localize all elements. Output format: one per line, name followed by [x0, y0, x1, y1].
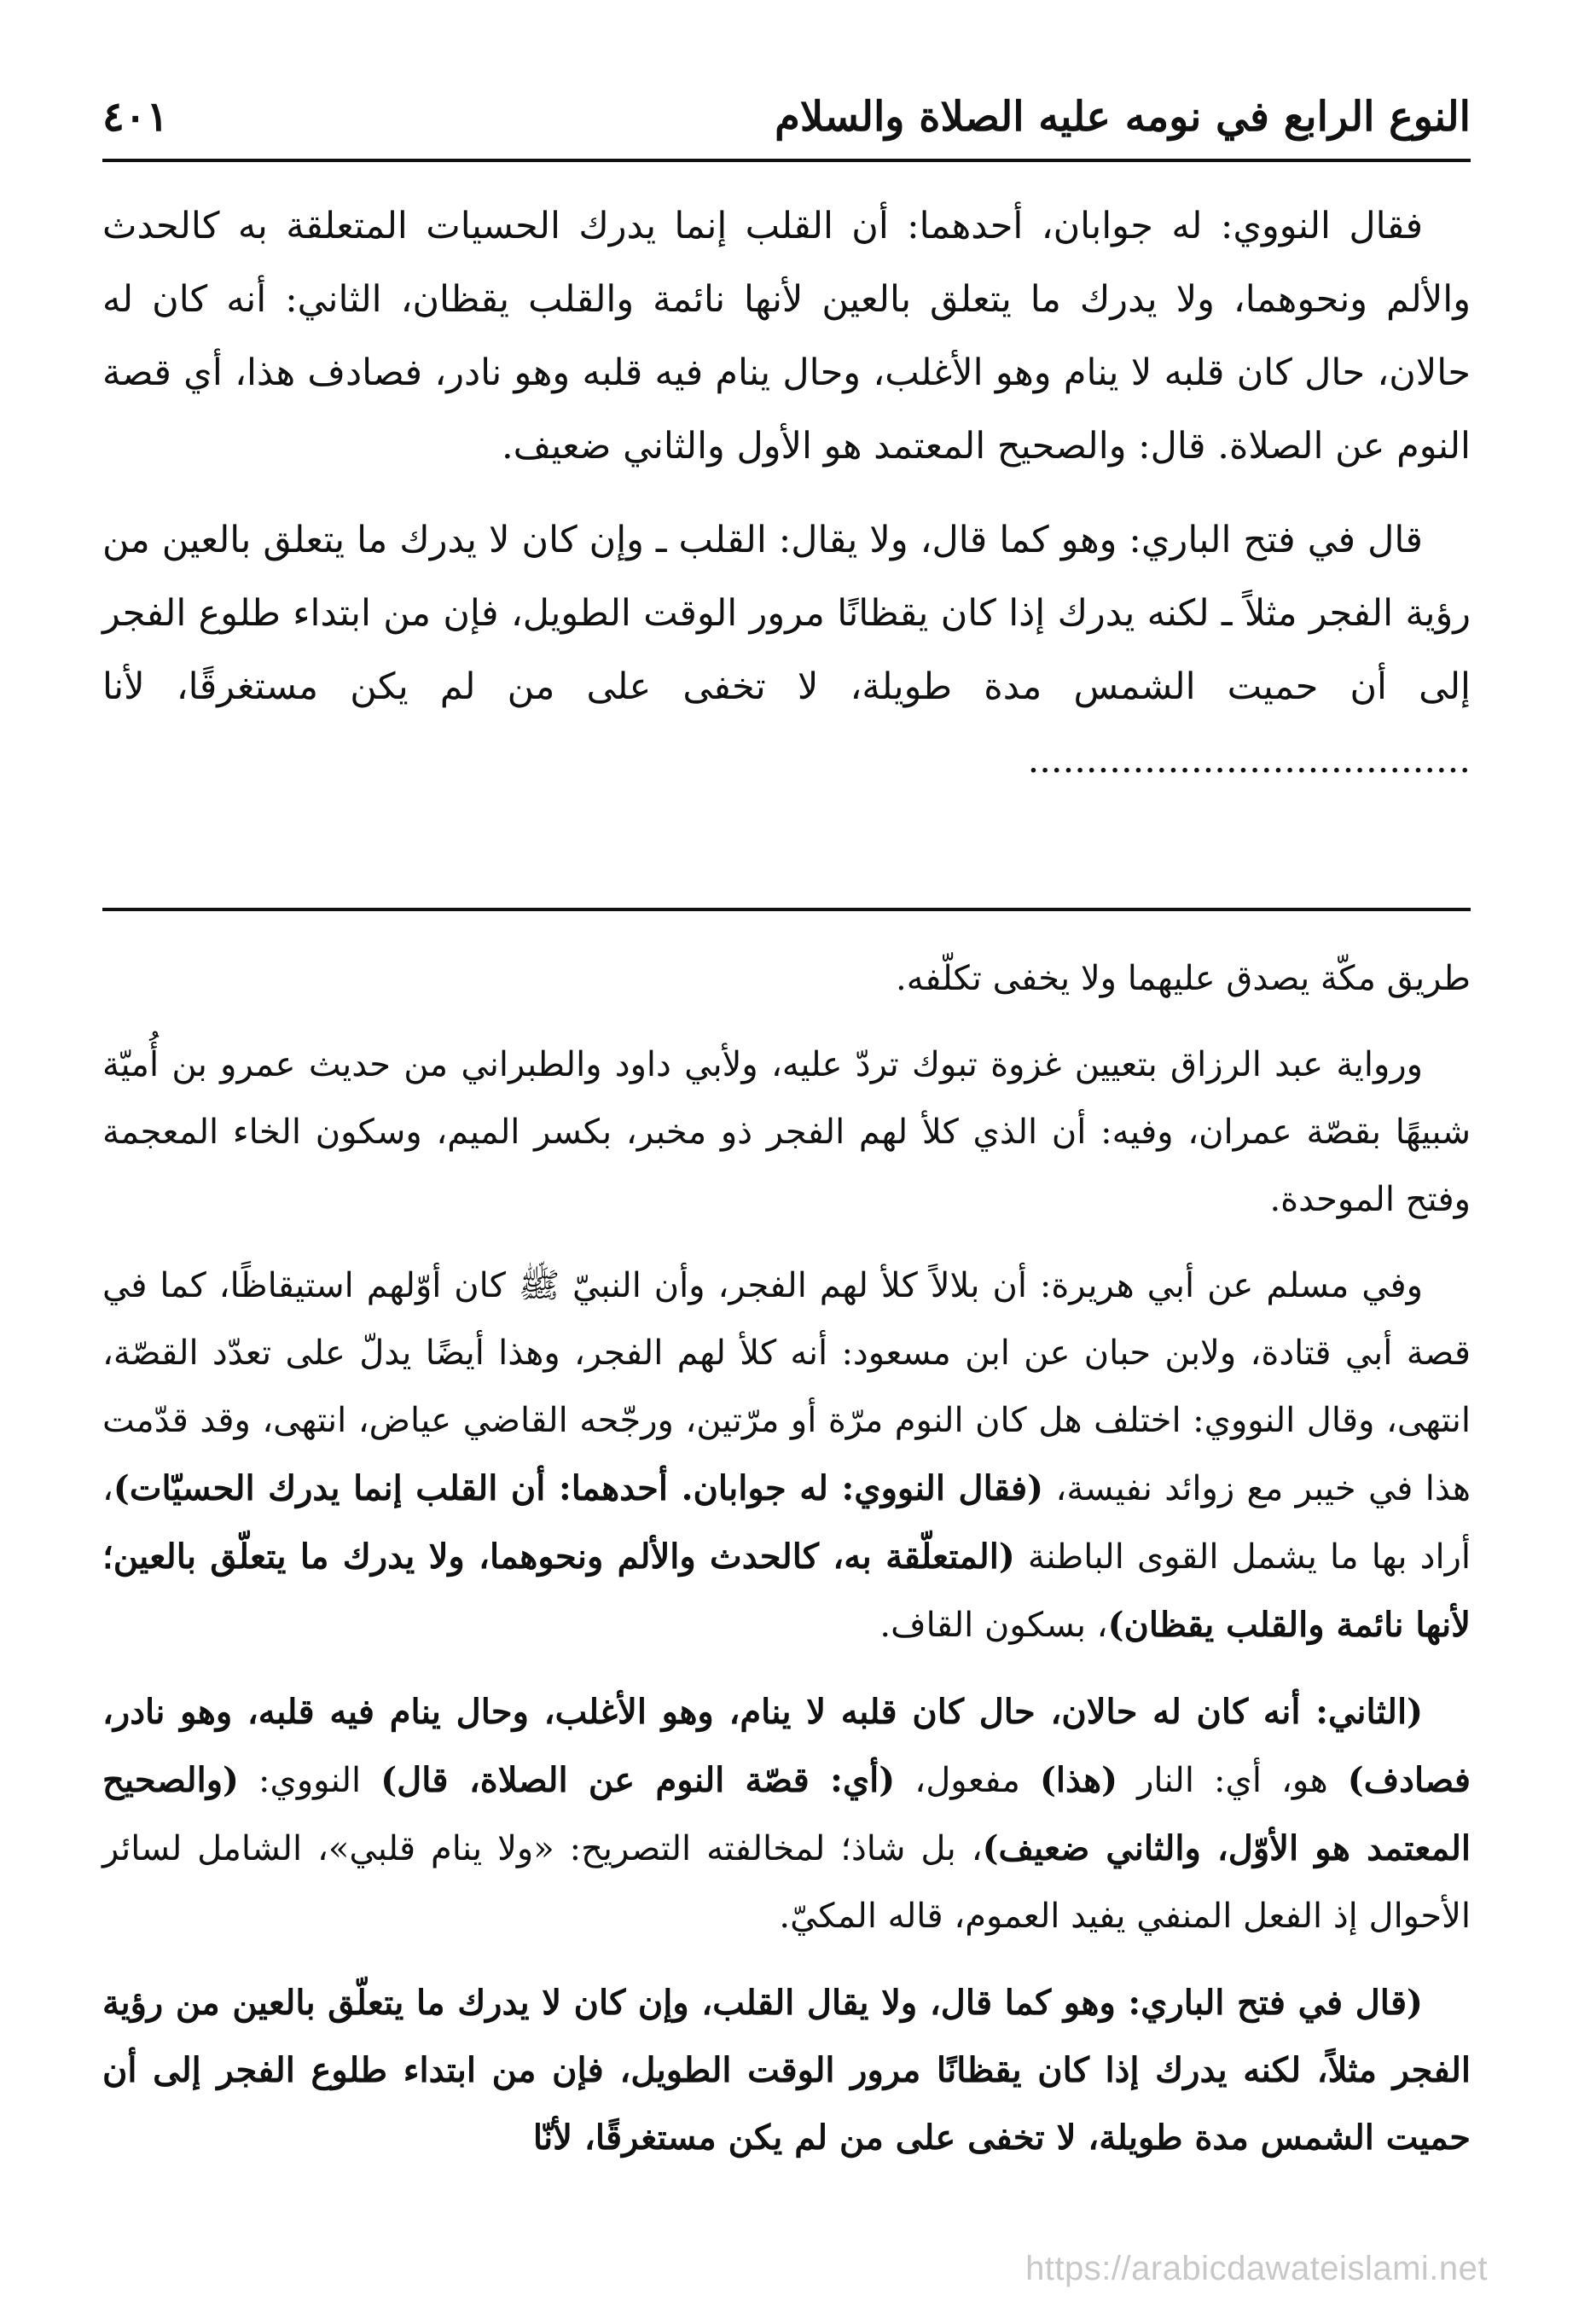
commentary-paragraph-3 [102, 1252, 1471, 1659]
quoted-matn-4-c: (هذا) [1039, 1760, 1118, 1800]
page-number: ٤٠١ [102, 93, 169, 141]
commentary-paragraph-4 [102, 1678, 1471, 1950]
commentary-paragraph-1: طريق مكّة يصدق عليهما ولا يخفى تكلّفه. [896, 959, 1471, 998]
page-header [102, 78, 1471, 155]
quoted-matn-3-d: (المتعلّقة به، كالحدث والألم ونحوهما، ولا يدرك ما يتعلّق بالعين؛ لأنها نائمة والقلب يقظان) [102, 1537, 1471, 1645]
running-title: النوع الرابع في نومه عليه الصلاة والسلام [775, 93, 1471, 141]
commentary-4-f: النووي: [238, 1761, 381, 1800]
quoted-matn-4-g: (والصحيح المعتمد هو الأوّل، والثاني ضعيف) [102, 1760, 1471, 1868]
commentary-divider [102, 908, 1471, 911]
commentary-4-h: ، بل شاذ؛ لمخالفته التصريح: «ولا ينام قلبي»، الشامل لسائر الأحوال إذ الفعل المنفي يفيد العموم، قاله المكيّ. [102, 1829, 1471, 1936]
continuation-dots: ...................................... [1027, 739, 1471, 781]
source-watermark: https://arabicdawateislami.net [1025, 2250, 1488, 2287]
commentary-3-e: ، بسكون القاف. [879, 1606, 1108, 1645]
commentary-text [102, 945, 1471, 2190]
main-text [102, 189, 1471, 817]
commentary-3-a: وفي مسلم عن أبي هريرة: أن بلالاً كلأ لهم الفجر، وأن النبيّ ﷺ كان أوّلهم استيقاظًا، كما في قصة أبي قتادة، ولابن حبان عن ابن مسعود: أنه كلأ لهم الفجر، وهذا أيضًا يدلّ على تعدّد القصّة، انتهى، وقال النووي: اختلف هل كان النوم مرّة أو مرّتين، ورجّحه القاضي عياض، انتهى، وقد قدّمت هذا في خيبر مع زوائد نفيسة، [102, 1266, 1471, 1508]
commentary-4-d: مفعول، [895, 1761, 1040, 1800]
quoted-matn-4-e: (أي: قصّة النوم عن الصلاة، قال) [380, 1760, 896, 1800]
header-rule [102, 159, 1471, 162]
quoted-matn-4-a: (الثاني: أنه كان له حالان، حال كان قلبه لا ينام، وهو الأغلب، وحال ينام فيه قلبه، وهو نادر، فصادف) [102, 1692, 1471, 1800]
main-paragraph-2 [102, 503, 1471, 797]
commentary-paragraph-2: ورواية عبد الرزاق بتعيين غزوة تبوك تردّ عليه، ولأبي داود والطبراني من حديث عمرو بن أُميّة شبيهًا بقصّة عمران، وفيه: أن الذي كلأ لهم الفجر ذو مخبر، بكسر الميم، وسكون الخاء المعجمة وفتح الموحدة. [102, 1045, 1471, 1219]
commentary-3-c: ، أراد بها ما يشمل القوى الباطنة [102, 1469, 1471, 1577]
commentary-4-b: هو، أي: النار [1117, 1761, 1348, 1800]
main-paragraph-2-text: قال في فتح الباري: وهو كما قال، ولا يقال: القلب ـ وإن كان لا يدرك ما يتعلق بالعين من رؤية الفجر مثلاً ـ لكنه يدرك إذا كان يقظانًا مرور الوقت الطويل، فإن من ابتداء طلوع الفجر إلى أن حميت الشمس مدة طويلة، لا تخفى على من لم يكن مستغرقًا، لأنا [102, 519, 1471, 708]
quoted-matn-3-b: (فقال النووي: له جوابان. أحدهما: أن القلب إنما يدرك الحسيّات) [113, 1468, 1044, 1508]
main-paragraph-1: فقال النووي: له جوابان، أحدهما: أن القلب إنما يدرك الحسيات المتعلقة به كالحدث والألم ونحوهما، ولا يدرك ما يتعلق بالعين لأنها نائمة والقلب يقظان، الثاني: أنه كان له حالان، حال كان قلبه لا ينام وهو الأغلب، وحال ينام فيه قلبه وهو نادر، فصادف هذا، أي قصة النوم عن الصلاة. قال: والصحيح المعتمد هو الأول والثاني ضعيف. [102, 205, 1471, 468]
commentary-paragraph-5: (قال في فتح الباري: وهو كما قال، ولا يقال القلب، وإن كان لا يدرك ما يتعلّق بالعين من رؤية الفجر مثلاً، لكنه يدرك إذا كان يقظانًا مرور الوقت الطويل، فإن من ابتداء طلوع الفجر إلى أن حميت الشمس مدة طويلة، لا تخفى على من لم يكن مستغرقًا، لأنّا [102, 1983, 1471, 2158]
